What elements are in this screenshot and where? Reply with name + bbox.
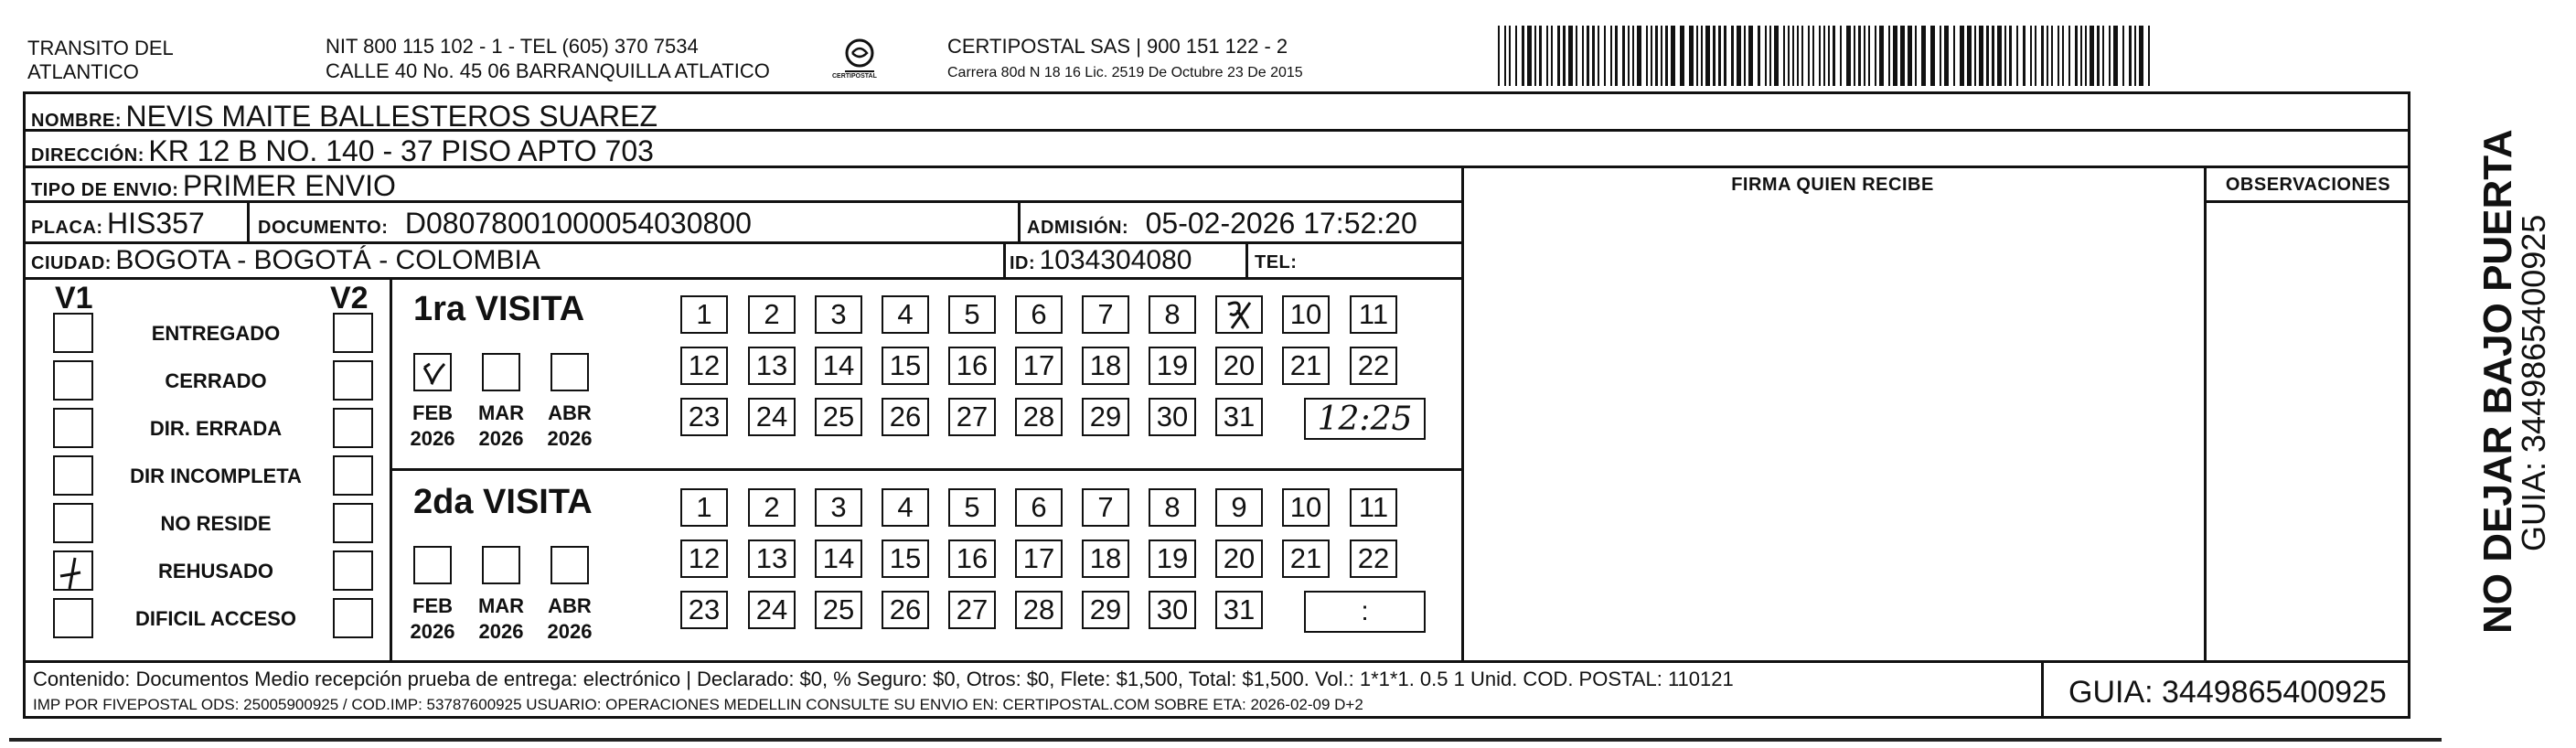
day-box[interactable]: 22 <box>1350 347 1397 385</box>
v2-checkbox[interactable] <box>333 550 373 591</box>
side-guia: GUIA: 3449865400925 <box>2515 214 2552 551</box>
side-warning: NO DEJAR BAJO PUERTA <box>2475 129 2520 634</box>
time-box[interactable] <box>1304 591 1426 633</box>
observaciones-header: OBSERVACIONES <box>2225 175 2391 195</box>
v2-checkbox[interactable] <box>333 503 373 543</box>
day-box[interactable]: 10 <box>1282 295 1330 334</box>
direccion-field <box>31 136 654 166</box>
id-label: ID: <box>1010 253 1036 273</box>
day-box[interactable]: 20 <box>1215 347 1263 385</box>
tipo-envio-label: TIPO DE ENVIO: <box>31 180 179 200</box>
direccion-label: DIRECCIÓN: <box>31 145 144 166</box>
placa-value: HIS357 <box>107 207 205 240</box>
day-box[interactable]: 25 <box>815 398 862 436</box>
placa-field <box>31 208 205 238</box>
status-label: DIR INCOMPLETA <box>130 465 302 487</box>
day-box[interactable]: 31 <box>1215 591 1263 629</box>
day-box[interactable]: 24 <box>748 591 796 629</box>
footer-contenido: Contenido: Documentos Medio recepción prueba de entrega: electrónico | Declarado: $0, % Seguro: $0, Otros: $0, Flete: $1,500, Total: $1,500. Vol.: 1*1*1. 0.5 1 Unid. COD. POSTAL: 110121 <box>33 668 1734 690</box>
day-box[interactable]: 3 <box>815 488 862 527</box>
courier-license: Carrera 80d N 18 16 Lic. 2519 De Octubre 23 De 2015 <box>947 65 1303 80</box>
day-box[interactable]: 15 <box>882 540 929 578</box>
status-label: NO RESIDE <box>160 512 272 535</box>
footer-imp: IMP POR FIVEPOSTAL ODS: 25005900925 / COD.IMP: 53787600925 USUARIO: OPERACIONES MEDELLIN CONSULTE SU ENVIO EN: CERTIPOSTAL.COM SOBRE ETA: 2026-02-09 D+2 <box>33 696 1363 713</box>
nombre-label: NOMBRE: <box>31 111 123 131</box>
day-box[interactable]: 8 <box>1149 295 1196 334</box>
time-value: 12:25 <box>1317 400 1413 438</box>
day-box[interactable]: 7 <box>1082 488 1129 527</box>
day-box[interactable]: 14 <box>815 347 862 385</box>
v2-checkbox[interactable] <box>333 313 373 353</box>
documento-field <box>258 208 752 238</box>
tel-label: TEL: <box>1255 252 1298 272</box>
day-box[interactable]: 2 <box>748 295 796 334</box>
day-box[interactable]: 6 <box>1015 488 1063 527</box>
month-checkbox[interactable] <box>413 546 452 584</box>
day-box[interactable]: 23 <box>680 591 728 629</box>
day-box[interactable]: 21 <box>1282 540 1330 578</box>
status-label: CERRADO <box>165 369 267 392</box>
visit-title: 1ra VISITA <box>413 290 585 328</box>
tipo-envio-field <box>31 171 396 200</box>
month-year-label: 2026 <box>410 620 455 643</box>
day-box[interactable]: 27 <box>948 398 996 436</box>
day-box[interactable]: 20 <box>1215 540 1263 578</box>
admision-value: 05-02-2026 17:52:20 <box>1145 207 1417 240</box>
footer-guia: GUIA: 3449865400925 <box>2068 675 2387 710</box>
day-box[interactable]: 12 <box>680 347 728 385</box>
month-label: MAR <box>477 401 525 424</box>
documento-value: D08078001000054030800 <box>404 207 752 240</box>
day-box[interactable]: 15 <box>882 347 929 385</box>
v1-checkbox[interactable] <box>53 598 93 638</box>
tipo-envio-value: PRIMER ENVIO <box>182 169 396 202</box>
page-edge <box>9 738 2442 742</box>
v1-checkbox[interactable] <box>53 408 93 448</box>
sender-name-line1: TRANSITO DEL <box>27 37 174 59</box>
month-checkbox[interactable] <box>482 353 520 391</box>
placa-label: PLACA: <box>31 218 103 238</box>
v2-checkbox[interactable] <box>333 360 373 401</box>
day-box[interactable]: 2 <box>748 488 796 527</box>
day-box[interactable]: 6 <box>1015 295 1063 334</box>
month-label: ABR <box>548 401 592 424</box>
v2-checkbox[interactable] <box>333 408 373 448</box>
month-label: FEB <box>412 594 453 617</box>
day-box[interactable]: 22 <box>1350 540 1397 578</box>
day-box[interactable]: 17 <box>1015 540 1063 578</box>
month-checkbox[interactable] <box>550 546 589 584</box>
v1-checkbox[interactable] <box>53 550 93 591</box>
day-box[interactable]: 13 <box>748 347 796 385</box>
status-label: ENTREGADO <box>151 322 281 345</box>
month-year-label: 2026 <box>547 620 593 643</box>
month-year-label: 2026 <box>478 620 524 643</box>
day-box[interactable]: 13 <box>748 540 796 578</box>
status-label: REHUSADO <box>158 560 273 582</box>
nombre-field <box>31 102 657 131</box>
month-label: ABR <box>548 594 592 617</box>
day-box[interactable]: 9 <box>1215 488 1263 527</box>
day-box[interactable]: 24 <box>748 398 796 436</box>
v2-header: V2 <box>330 281 369 315</box>
v1-checkbox[interactable] <box>53 360 93 401</box>
day-box[interactable]: 16 <box>948 347 996 385</box>
day-box[interactable]: 28 <box>1015 398 1063 436</box>
month-label: FEB <box>412 401 453 424</box>
day-box[interactable]: 7 <box>1082 295 1129 334</box>
day-box[interactable]: 11 <box>1350 295 1397 334</box>
day-box[interactable]: 5 <box>948 295 996 334</box>
month-year-label: 2026 <box>410 427 455 450</box>
day-box[interactable]: 27 <box>948 591 996 629</box>
status-label: DIR. ERRADA <box>149 417 283 440</box>
day-box[interactable]: 26 <box>882 398 929 436</box>
status-label: DIFICIL ACCESO <box>134 607 296 630</box>
sender-nit: NIT 800 115 102 - 1 - TEL (605) 370 7534 <box>326 35 699 58</box>
month-label: MAR <box>477 594 525 617</box>
courier-name: CERTIPOSTAL SAS | 900 151 122 - 2 <box>947 35 1288 58</box>
day-box[interactable]: 4 <box>882 488 929 527</box>
certipostal-logo-text: CERTIPOSTAL <box>832 73 877 80</box>
v2-checkbox[interactable] <box>333 455 373 496</box>
documento-label: DOCUMENTO: <box>258 218 389 238</box>
v2-checkbox[interactable] <box>333 598 373 638</box>
day-box[interactable]: 5 <box>948 488 996 527</box>
month-checkbox[interactable] <box>550 353 589 391</box>
day-box[interactable]: 18 <box>1082 347 1129 385</box>
time-value: : <box>1361 596 1369 626</box>
day-box[interactable]: 28 <box>1015 591 1063 629</box>
day-box[interactable]: 4 <box>882 295 929 334</box>
month-year-label: 2026 <box>547 427 593 450</box>
day-box[interactable]: 14 <box>815 540 862 578</box>
time-box[interactable] <box>1304 398 1426 440</box>
month-year-label: 2026 <box>478 427 524 450</box>
certipostal-logo-icon <box>832 33 887 88</box>
ciudad-label: CIUDAD: <box>31 253 112 273</box>
nombre-value: NEVIS MAITE BALLESTEROS SUAREZ <box>125 100 657 133</box>
day-box[interactable]: 31 <box>1215 398 1263 436</box>
v1-checkbox[interactable] <box>53 313 93 353</box>
day-box[interactable]: 11 <box>1350 488 1397 527</box>
sender-address: CALLE 40 No. 45 06 BARRANQUILLA ATLATICO <box>326 59 770 82</box>
day-box[interactable]: 30 <box>1149 398 1196 436</box>
day-box[interactable]: 19 <box>1149 540 1196 578</box>
day-box[interactable]: 10 <box>1282 488 1330 527</box>
day-box[interactable]: 19 <box>1149 347 1196 385</box>
visit-title: 2da VISITA <box>413 483 593 521</box>
firma-header: FIRMA QUIEN RECIBE <box>1731 175 1934 195</box>
direccion-value: KR 12 B NO. 140 - 37 PISO APTO 703 <box>148 134 654 167</box>
day-box[interactable]: 16 <box>948 540 996 578</box>
day-box[interactable]: 18 <box>1082 540 1129 578</box>
day-box[interactable]: 29 <box>1082 591 1129 629</box>
v1-checkbox[interactable] <box>53 455 93 496</box>
sender-name-line2: ATLANTICO <box>27 60 139 83</box>
barcode-icon <box>1498 26 2156 86</box>
day-box[interactable]: 30 <box>1149 591 1196 629</box>
day-box-marked[interactable] <box>1215 295 1263 334</box>
admision-label: ADMISIÓN: <box>1027 218 1129 238</box>
day-box[interactable]: 17 <box>1015 347 1063 385</box>
day-box[interactable]: 25 <box>815 591 862 629</box>
day-box[interactable]: 21 <box>1282 347 1330 385</box>
day-box[interactable]: 23 <box>680 398 728 436</box>
day-box[interactable]: 1 <box>680 295 728 334</box>
month-checkbox[interactable] <box>413 353 452 391</box>
day-box[interactable]: 12 <box>680 540 728 578</box>
id-field <box>1010 247 1192 274</box>
admision-field <box>1027 208 1417 238</box>
v1-header: V1 <box>55 281 93 315</box>
day-box[interactable]: 1 <box>680 488 728 527</box>
ciudad-field <box>31 247 540 274</box>
v1-checkbox[interactable] <box>53 503 93 543</box>
id-value: 1034304080 <box>1039 245 1192 275</box>
month-checkbox[interactable] <box>482 546 520 584</box>
day-box[interactable]: 8 <box>1149 488 1196 527</box>
day-box[interactable]: 3 <box>815 295 862 334</box>
day-box[interactable]: 29 <box>1082 398 1129 436</box>
day-box[interactable]: 26 <box>882 591 929 629</box>
ciudad-value: BOGOTA - BOGOTÁ - COLOMBIA <box>115 245 540 275</box>
